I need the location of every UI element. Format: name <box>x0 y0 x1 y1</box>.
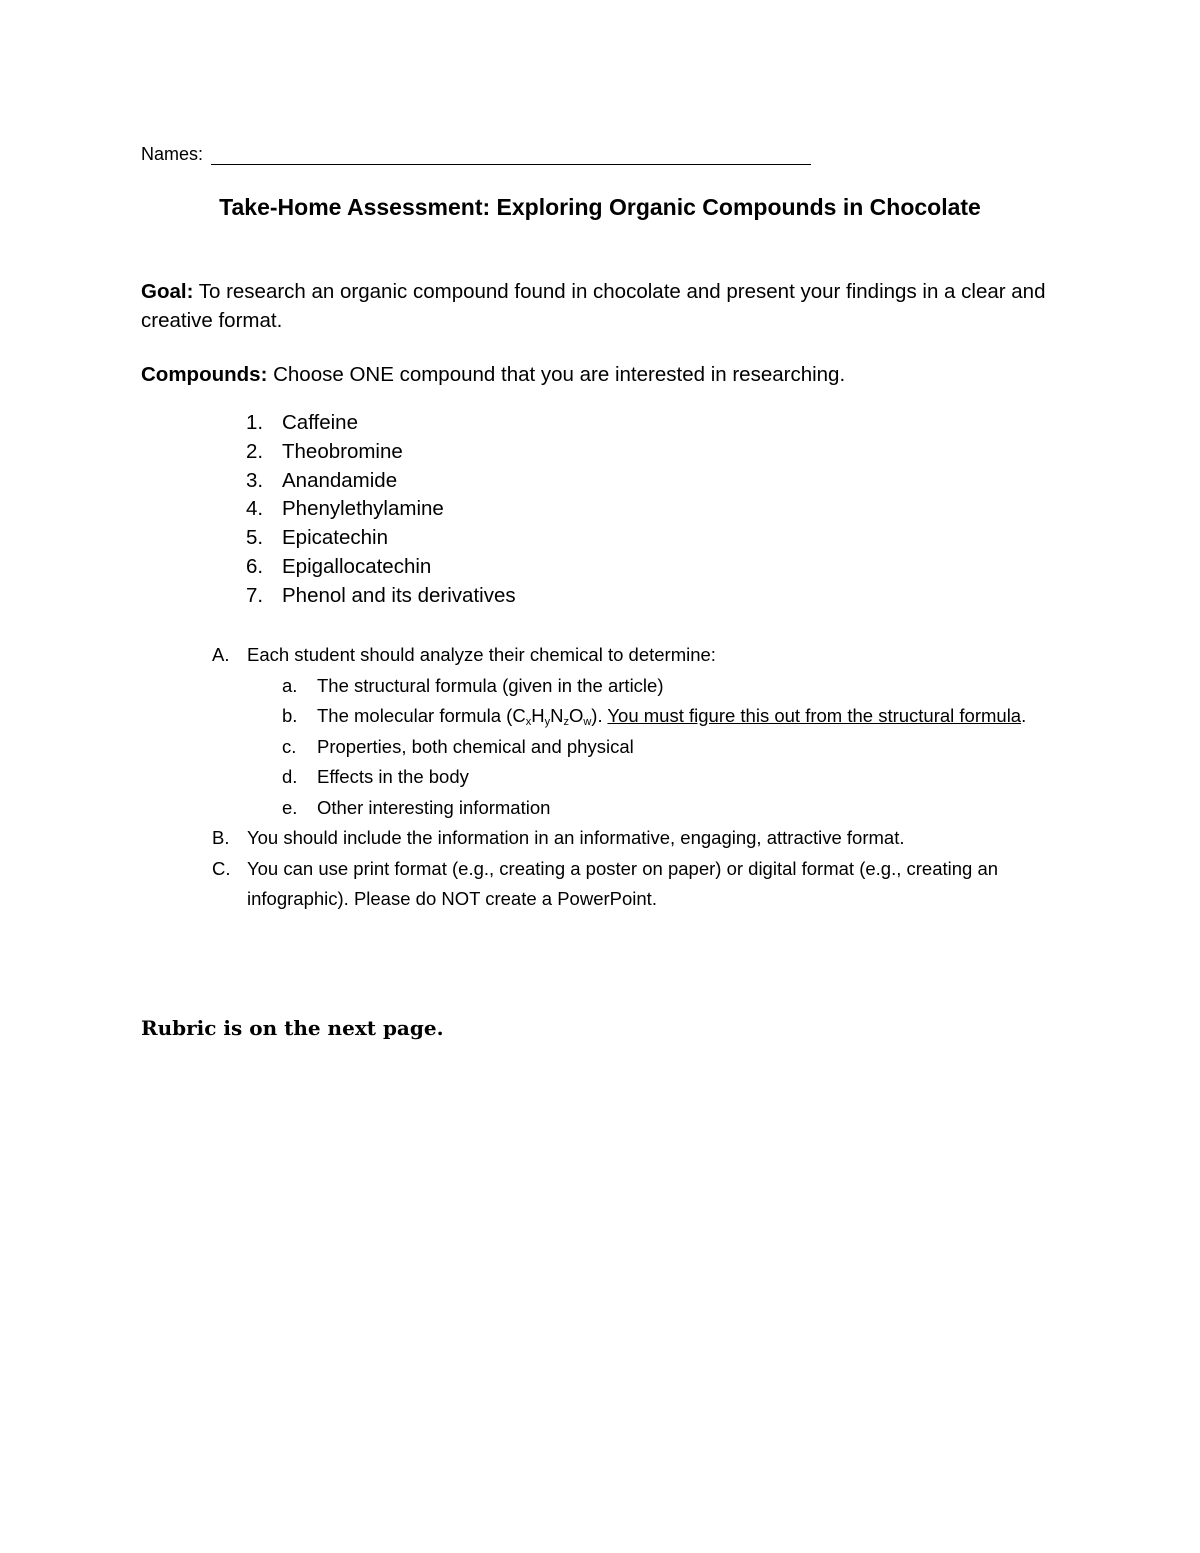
sub-item-text <box>317 701 1026 732</box>
instruction-text: Each student should analyze their chemical to determine: <box>247 644 716 665</box>
list-item <box>246 438 516 467</box>
sub-item-c <box>282 732 1072 763</box>
sub-item-text: Effects in the body <box>317 766 469 787</box>
subscript-z: z <box>563 716 569 728</box>
list-item-label: Phenol and its derivatives <box>282 583 516 607</box>
compounds-paragraph <box>141 363 845 387</box>
names-blank-line <box>211 144 811 165</box>
instruction-a-sublist <box>212 671 1072 824</box>
sub-item-marker: c. <box>282 735 297 757</box>
list-item-number: 7. <box>246 583 264 607</box>
list-item <box>246 467 516 496</box>
list-item-label: Epigallocatechin <box>282 554 432 578</box>
compounds-text: Choose ONE compound that you are interested in researching. <box>267 363 846 386</box>
list-item-label: Anandamide <box>282 468 398 492</box>
compound-list <box>246 409 516 611</box>
list-item-label: Theobromine <box>282 439 403 463</box>
sentence-end: . <box>1021 705 1027 726</box>
instruction-a <box>212 640 1072 671</box>
list-item-number: 3. <box>246 468 264 492</box>
list-item-number: 1. <box>246 411 264 434</box>
sub-item-marker: a. <box>282 674 298 696</box>
instruction-marker: A. <box>212 644 230 665</box>
instruction-text: You can use print format (e.g., creating a poster on paper) or digital format (e.g., creating an infographic). Please do NOT create a PowerPoint. <box>247 857 999 909</box>
formula-prefix: The molecular formula (C <box>317 705 526 726</box>
goal-text: To research an organic compound found in chocolate and present your findings in a clear and creative format. <box>141 280 1046 332</box>
sub-item-marker: e. <box>282 796 298 818</box>
instruction-text: You should include the information in an informative, engaging, attractive format. <box>247 827 905 848</box>
sub-item-b <box>282 701 1072 732</box>
subscript-y: y <box>544 716 551 728</box>
sub-item-a <box>282 671 1072 702</box>
formula-n: N <box>550 705 564 726</box>
list-item <box>246 409 516 438</box>
list-item-number: 4. <box>246 497 264 521</box>
list-item-number: 6. <box>246 554 264 578</box>
sub-item-marker: d. <box>282 766 298 787</box>
list-item-label: Phenylethylamine <box>282 497 444 521</box>
formula-h: H <box>531 705 545 726</box>
underlined-note: You must figure this out from the structural formula <box>607 705 1022 726</box>
sub-item-text: The structural formula (given in the article) <box>317 674 664 696</box>
goal-paragraph <box>141 277 1061 335</box>
instruction-c <box>212 854 1072 915</box>
list-item-label: Epicatechin <box>282 526 388 550</box>
list-item-number: 5. <box>246 526 264 550</box>
instruction-marker: C. <box>212 857 231 879</box>
list-item <box>246 524 516 553</box>
names-label: Names: <box>141 144 204 164</box>
formula-o: O <box>568 705 584 726</box>
rubric-note: Rubric is on the next page. <box>141 1016 444 1040</box>
formula-suffix: ). <box>591 705 608 726</box>
sub-item-marker: b. <box>282 705 298 726</box>
subscript-w: w <box>583 716 592 728</box>
sub-item-d <box>282 762 1072 793</box>
list-item-label: Caffeine <box>282 411 358 434</box>
sub-item-text: Other interesting information <box>317 796 551 818</box>
page-title: Take-Home Assessment: Exploring Organic Compounds in Chocolate <box>219 194 981 220</box>
goal-label: Goal: <box>141 280 194 303</box>
instruction-marker: B. <box>212 827 230 848</box>
list-item <box>246 495 516 524</box>
subscript-x: x <box>525 716 532 728</box>
instruction-b <box>212 823 1072 854</box>
names-line <box>141 144 811 165</box>
sub-item-text: Properties, both chemical and physical <box>317 735 634 757</box>
compounds-label: Compounds: <box>141 363 268 386</box>
list-item-number: 2. <box>246 439 264 463</box>
instructions-outline <box>212 640 1072 915</box>
list-item <box>246 582 516 611</box>
list-item <box>246 553 516 582</box>
sub-item-e <box>282 793 1072 824</box>
